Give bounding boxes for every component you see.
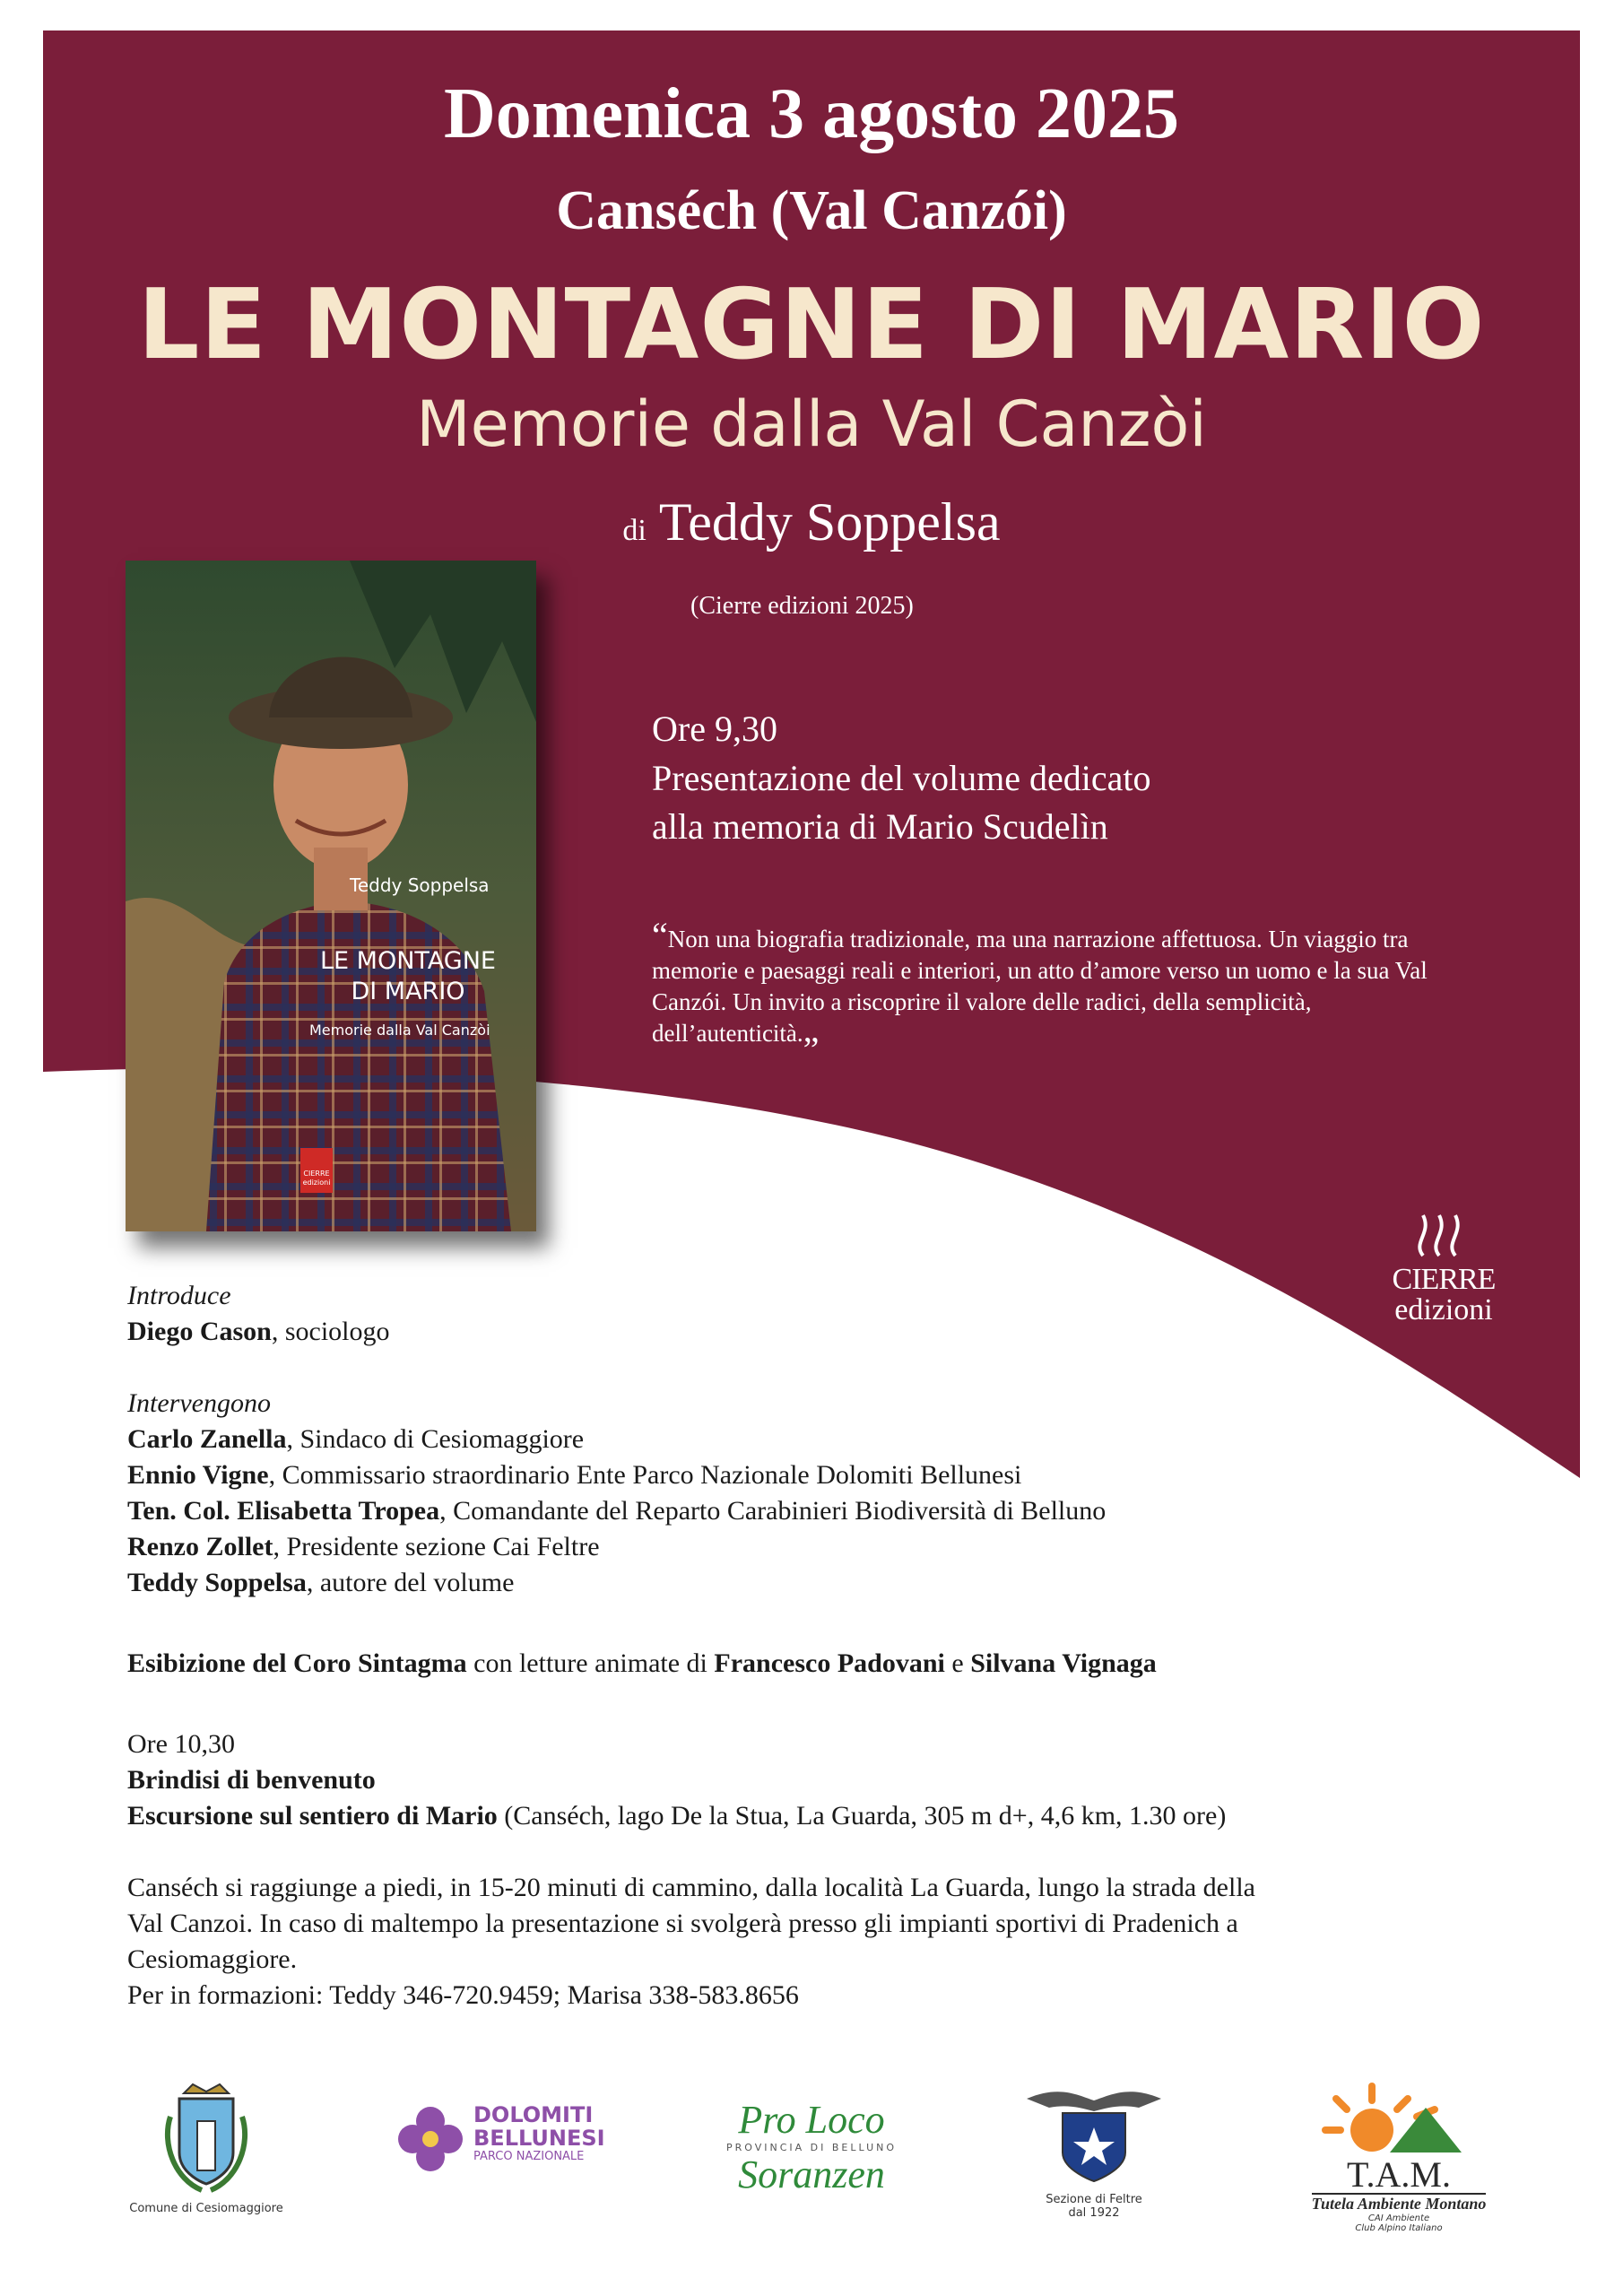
- proloco-line2: PROVINCIA DI BELLUNO: [725, 2142, 898, 2153]
- comune-caption: Comune di Cesiomaggiore: [129, 2202, 283, 2215]
- contact-line: Per in formazioni: Teddy 346-720.9459; Marisa 338-583.8656: [127, 1980, 799, 2010]
- info-line: Cesiomaggiore.: [127, 1944, 298, 1974]
- cover-logo-line2: edizioni: [302, 1178, 331, 1187]
- dolomiti-line3: PARCO NAZIONALE: [473, 2150, 585, 2163]
- choir-line: [127, 1646, 1157, 1682]
- speaker-role: , Commissario straordinario Ente Parco Nazionale Dolomiti Bellunesi: [268, 1460, 1022, 1490]
- publisher-note: (Cierre edizioni 2025): [690, 592, 914, 620]
- event-location: Canséch (Val Canzói): [556, 180, 1067, 241]
- event-block: [652, 704, 1150, 851]
- reader-1: Francesco Padovani: [714, 1648, 945, 1678]
- event-desc-line2: alla memoria di Mario Scudelìn: [652, 806, 1108, 847]
- quote-open-mark: “: [652, 915, 668, 955]
- speaker-role: , autore del volume: [306, 1568, 515, 1597]
- cai-caption-line1: Sezione di Feltre: [1046, 2193, 1142, 2206]
- hike-line: [127, 1798, 1226, 1834]
- event-desc-line1: Presentazione del volume dedicato: [652, 758, 1151, 798]
- hike-details: (Canséch, lago De la Stua, La Guarda, 305 m d+, 4,6 km, 1.30 ore): [497, 1801, 1227, 1831]
- author-line: [0, 491, 1623, 553]
- tam-line2: Tutela Ambiente Montano: [1311, 2195, 1487, 2213]
- author-name: Teddy Soppelsa: [658, 492, 1001, 552]
- quote-close-mark: „: [803, 1009, 820, 1049]
- event-time: Ore 9,30: [652, 709, 777, 749]
- info-line: Canséch si raggiunge a piedi, in 15-20 minuti di cammino, dalla località La Guarda, lungo la strada della: [127, 1873, 1255, 1902]
- cover-logo-line1: CIERRE: [303, 1170, 330, 1178]
- tam-line3: CAI Ambiente: [1367, 2213, 1430, 2223]
- cover-author: Teddy Soppelsa: [350, 874, 490, 896]
- speaker-name: Renzo Zollet: [127, 1532, 273, 1561]
- cover-title-line2: DI MARIO: [351, 978, 465, 1005]
- speaker-name: Carlo Zanella: [127, 1424, 287, 1454]
- choir-name: Esibizione del Coro Sintagma: [127, 1648, 467, 1678]
- reader-2: Silvana Vignaga: [970, 1648, 1157, 1678]
- book-quote: [652, 915, 1468, 1049]
- dolomiti-logo: [395, 2102, 605, 2175]
- introduce-role: , sociologo: [271, 1317, 390, 1346]
- toast-line: Brindisi di benvenuto: [127, 1765, 376, 1795]
- speaker-item: [127, 1422, 1106, 1457]
- cai-eagle-icon: [1022, 2081, 1166, 2188]
- proloco-logo: [708, 2099, 915, 2196]
- speaker-role: , Sindaco di Cesiomaggiore: [286, 1424, 585, 1454]
- info-line: Val Canzoi. In caso di maltempo la presentazione si svolgerà presso gli impianti sportivi di Pradenich a: [127, 1909, 1238, 1938]
- choir-and: e: [944, 1648, 971, 1678]
- proloco-line1: Pro Loco: [738, 2098, 885, 2142]
- cover-title-line1: LE MONTAGNE: [319, 947, 496, 975]
- speaker-name: Teddy Soppelsa: [127, 1568, 307, 1597]
- introduce-section: [127, 1278, 390, 1350]
- speaker-item: [127, 1457, 1106, 1493]
- cai-logo: [1013, 2081, 1175, 2220]
- speaker-item: [127, 1565, 1106, 1601]
- author-prefix: di: [622, 514, 647, 547]
- speaker-role: , Comandante del Reparto Carabinieri Biodiversità di Belluno: [439, 1496, 1107, 1526]
- introduce-name: Diego Cason: [127, 1317, 272, 1346]
- cover-title: [287, 946, 529, 1007]
- book-title: LE MONTAGNE DI MARIO: [137, 269, 1486, 381]
- tam-logo: [1282, 2081, 1515, 2233]
- sun-mountain-icon: [1291, 2081, 1506, 2152]
- tam-line4: Club Alpino Italiano: [1355, 2223, 1443, 2233]
- cai-caption-line2: dal 1922: [1068, 2206, 1120, 2220]
- speaker-name: Ten. Col. Elisabetta Tropea: [127, 1496, 440, 1526]
- second-event-time: Ore 10,30: [127, 1729, 235, 1759]
- cover-publisher-logo: [300, 1148, 333, 1193]
- cierre-logo: [1381, 1206, 1506, 1326]
- speakers-label: Intervengono: [127, 1388, 271, 1418]
- cover-photo: [126, 561, 536, 1231]
- dolomiti-line2: BELLUNESI: [473, 2126, 605, 2151]
- speaker-item: [127, 1493, 1106, 1529]
- introduce-label: Introduce: [127, 1281, 231, 1310]
- event-date: Domenica 3 agosto 2025: [444, 74, 1179, 153]
- cierre-logo-line1: CIERRE: [1392, 1263, 1496, 1296]
- speakers-section: [127, 1386, 1106, 1601]
- speaker-name: Ennio Vigne: [127, 1460, 269, 1490]
- book-cover: [126, 561, 536, 1231]
- dolomiti-line1: DOLOMITI: [473, 2102, 594, 2127]
- cover-subtitle: Memorie dalla Val Canzòi: [309, 1022, 490, 1039]
- second-event-section: [127, 1726, 1226, 1834]
- cierre-logo-line2: edizioni: [1394, 1293, 1493, 1326]
- comune-logo: [126, 2081, 287, 2215]
- info-section: [127, 1870, 1255, 2013]
- tam-line1: T.A.M.: [1347, 2154, 1451, 2195]
- cierre-swirl-icon: [1412, 1206, 1475, 1260]
- book-subtitle: Memorie dalla Val Canzòi: [416, 387, 1207, 461]
- coat-of-arms-icon: [157, 2081, 256, 2197]
- quote-text: Non una biografia tradizionale, ma una narrazione affettuosa. Un viaggio tra memorie e paesaggi reali e interiori, un atto d’amore verso un uomo e la sua Val Canzói. Un invito a riscoprire il valore delle radici, della semplicità, dell’autenticità.: [652, 926, 1428, 1047]
- speaker-item: [127, 1529, 1106, 1565]
- flower-icon: [395, 2103, 466, 2175]
- proloco-line3: Soranzen: [738, 2152, 885, 2196]
- introduce-speaker: [127, 1314, 390, 1350]
- speaker-role: , Presidente sezione Cai Feltre: [273, 1532, 600, 1561]
- choir-connector: con letture animate di: [466, 1648, 715, 1678]
- hike-title: Escursione sul sentiero di Mario: [127, 1801, 498, 1831]
